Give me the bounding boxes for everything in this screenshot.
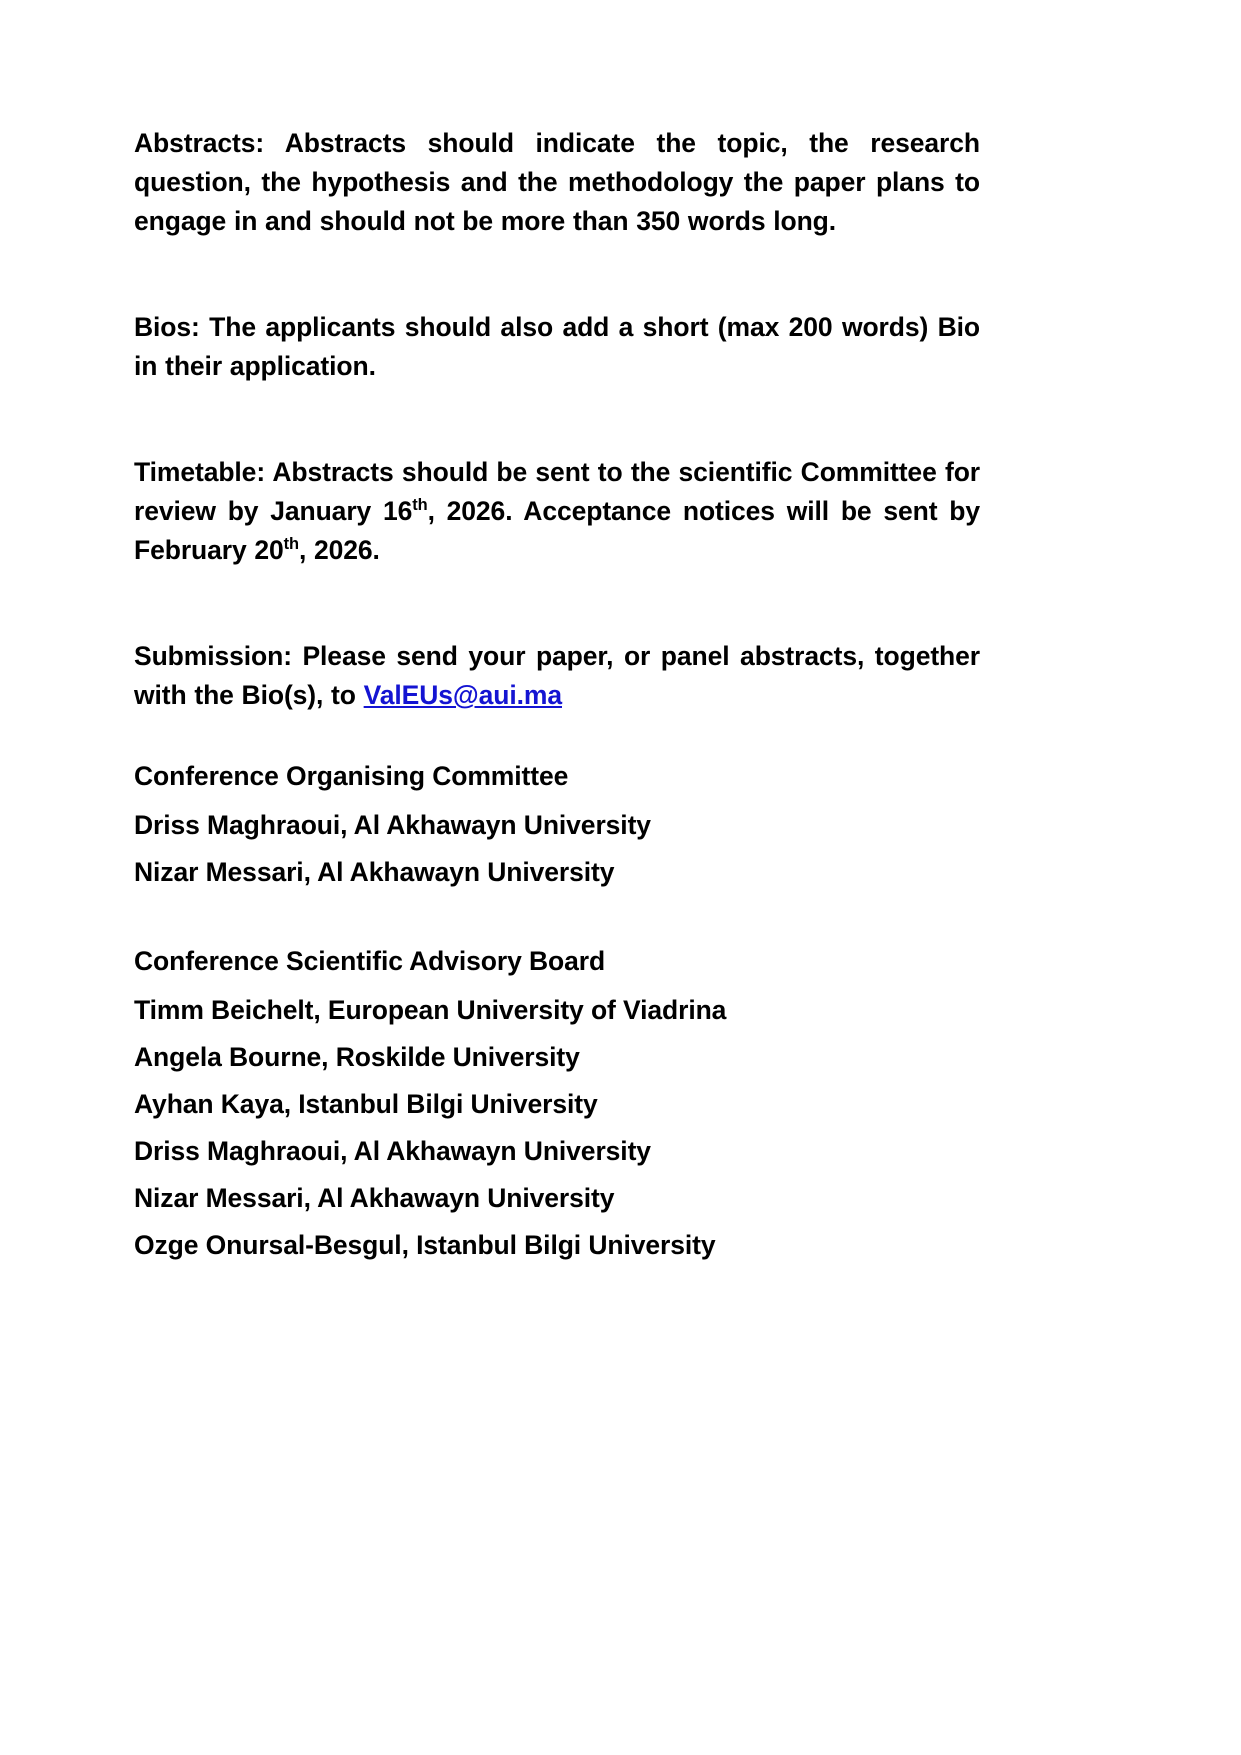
list-item: Nizar Messari, Al Akhawayn University (134, 1183, 615, 1213)
list-item: Timm Beichelt, European University of Viadrina (134, 995, 727, 1025)
spacer (134, 386, 980, 453)
paragraph-text-timetable-2: , 2026. Acceptance notices will be sent by February 20 (134, 496, 980, 565)
heading-scientific-advisory-board: Conference Scientific Advisory Board (134, 946, 606, 976)
spacer (134, 981, 980, 991)
paragraph-label-abstracts: Abstracts: (134, 128, 265, 158)
paragraph-text-submission: : Please send your paper, or panel abstracts, together with the Bio(s), to (134, 641, 980, 710)
paragraph-abstracts (134, 124, 980, 241)
paragraph-label-timetable: Timetable (134, 457, 257, 487)
list-item: Nizar Messari, Al Akhawayn University (134, 857, 615, 887)
ordinal-suffix-february: th (283, 535, 299, 554)
spacer (134, 715, 980, 757)
list-item: Ozge Onursal-Besgul, Istanbul Bilgi University (134, 1230, 716, 1260)
scientific-advisory-board-list (134, 991, 980, 1265)
spacer (134, 241, 980, 308)
organising-committee-list (134, 806, 980, 892)
paragraph-label-submission: Submission (134, 641, 284, 671)
paragraph-bios (134, 308, 980, 386)
paragraph-text-abstracts: Abstracts should indicate the topic, the research question, the hypothesis and the methodology the paper plans to engage in and should not be more than 350 words long. (134, 128, 980, 236)
list-item: Driss Maghraoui, Al Akhawayn University (134, 810, 651, 840)
list-item: Ayhan Kaya, Istanbul Bilgi University (134, 1089, 598, 1119)
paragraph-text-timetable-3: , 2026. (298, 535, 380, 565)
email-link[interactable]: ValEUs@aui.ma (363, 680, 562, 710)
heading-organising-committee: Conference Organising Committee (134, 761, 569, 791)
spacer (134, 570, 980, 637)
spacer (134, 900, 980, 942)
list-item: Driss Maghraoui, Al Akhawayn University (134, 1136, 651, 1166)
document-body (134, 124, 980, 1273)
paragraph-timetable (134, 453, 980, 570)
paragraph-text-bios: : The applicants should also add a short (max 200 words) Bio in their application. (134, 312, 980, 381)
paragraph-submission (134, 637, 980, 715)
paragraph-text-timetable-1: : Abstracts should be sent to the scientific Committee for review by January 16 (134, 457, 980, 526)
paragraph-label-bios: Bios (134, 312, 192, 342)
list-item: Angela Bourne, Roskilde University (134, 1042, 580, 1072)
spacer (134, 796, 980, 806)
ordinal-suffix-january: th (412, 496, 428, 515)
